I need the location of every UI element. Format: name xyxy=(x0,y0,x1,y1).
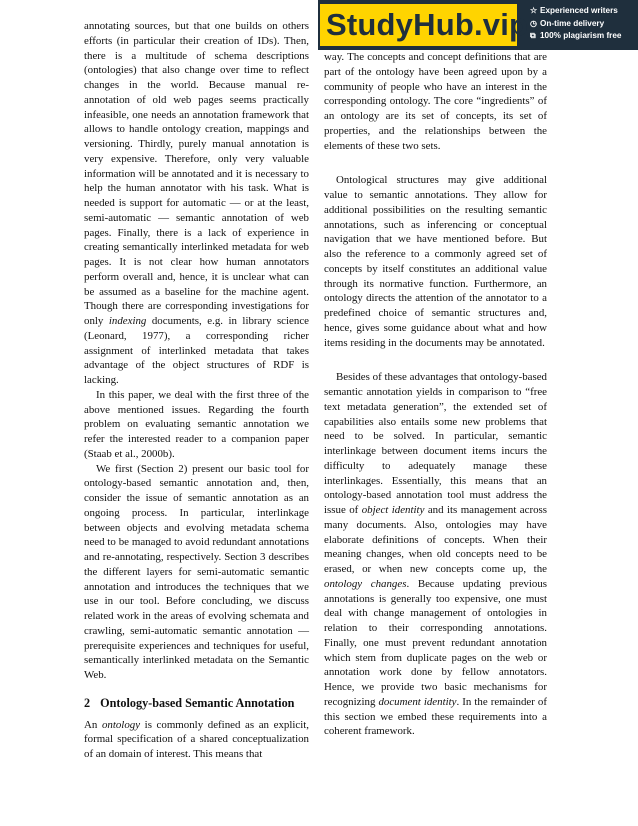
right-column xyxy=(324,50,547,739)
paragraph: way. The concepts and concept definitions that are part of the ontology have been agreed upon by a community of people who have an interest in the corresponding ontology. The core “ingredients” of an ontology are its set of concepts, its set of properties, and the relationships between the elements of these two sets. xyxy=(324,51,547,152)
section-heading xyxy=(84,696,309,711)
feature-list xyxy=(530,5,621,43)
emphasis: ontology xyxy=(101,718,141,731)
copy-icon: ⧉ xyxy=(530,31,536,41)
section-title: Ontology-based Semantic Annotation xyxy=(100,695,295,710)
logo-text: StudyHub.vip xyxy=(326,7,529,42)
section-number: 2 xyxy=(84,695,91,710)
emphasis: object identity xyxy=(361,504,425,516)
feature-item: ◷ On-time delivery xyxy=(530,18,621,31)
star-outline-icon: ☆ xyxy=(530,6,538,15)
emphasis: ontology changes xyxy=(324,577,407,590)
studyhub-banner[interactable] xyxy=(318,0,638,50)
studyhub-logo[interactable] xyxy=(320,4,529,46)
paragraph: An ontology is commonly defined as an explicit, formal specification of a shared conceptualization of an domain of interest. This means that xyxy=(84,718,309,760)
clock-icon: ◷ xyxy=(530,18,538,28)
paragraph: annotating sources, but that one builds on others efforts (in particular their creation of IDs). Then, there is a multitude of schema descriptions (ontologies) that also change over time to reflect changes in the world. Because manual re-annotation of old web pages seems practically infeasible, one needs an annotation framework that allows to handle ontology creation, mappings and versioning. Thirdly, purely manual annotation is very expensive. Therefore, only very valuable information will be annotated and it is necessary to help the human annotator with his task. What is needed is support for automatic — or at the least, semi-automatic — semantic annotation of web pages. Finally, there is a lack of experience in creating semantically interlinked metadata for web pages. It is not clear how human annotators perform overall and, hence, it is unclear what can be assumed as a baseline for the machine agent. Though there are corresponding investigations for only indexing documents, e.g. in library science (Leonard, 1977), a corresponding richer assignment of interlinked metadata that takes advantage of the object structures of RDF is lacking. xyxy=(84,20,309,386)
feature-item: ⧉ 100% plagiarism free xyxy=(530,30,621,43)
paragraph: In this paper, we deal with the first three of the above mentioned issues. Regarding the fourth problem on evaluating semantic annotation we refer the interested reader to a companion paper (Staab et al., 2000b). xyxy=(84,388,309,460)
emphasis: document identity xyxy=(378,695,457,708)
paragraph: We first (Section 2) present our basic tool for ontology-based semantic annotation and, then, consider the issue of semantic annotation as an ongoing process. In particular, interlinkage between objects and evolving metadata schema need to be managed to avoid redundant annotations and re-annotating, respectively. Section 3 describes the different layers for semi-automatic semantic annotation and introduces the techniques that we use in our tool. Before concluding, we discuss related work in the areas of evolving schemata and crawling, semi-automatic semantic annotation — prerequisite experiences and techniques for useful, semantically interlinked metadata on the Semantic Web. xyxy=(84,462,309,681)
emphasis: indexing xyxy=(108,315,147,327)
paragraph: Ontological structures may give additional value to semantic annotations. They allow for additional possibilities on the resulting semantic annotations, such as inferencing or conceptual navigation that we have mentioned before. But also the reference to a commonly agreed set of concepts by itself constitutes an additional value through its normative function. Furthermore, an ontology directs the attention of the annotator to a predefined choice of semantic structures and, hence, gives some guidance about what and how items residing in the documents may be annotated. xyxy=(324,174,547,349)
feature-item: ☆ Experienced writers xyxy=(530,5,621,18)
paragraph: Besides of these advantages that ontology-based semantic annotation yields in comparison to “free text metadata generation”, the extended set of capabilities also entails some new problems that need to be solved. In particular, semantic interlinkage between document items incurs the difficulty to adequately manage these interlinkages. Essentially, this means that an ontology-based annotation tool must address the issue of object identity and its management across many documents. Also, ontologies may have elaborate definitions of concepts. When their meaning changes, when old concepts need to be erased, or when new concepts come up, the ontology changes. Because updating previous annotations is generally too expensive, one must deal with change management of ontologies in relation to their corresponding annotations. Finally, one must prevent redundant annotation which stem from duplicate pages on the web or annotation work done by fellow annotators. Hence, we provide two basic mechanisms for recognizing document identity. In the remainder of this section we embed these requirements into a coherent framework. xyxy=(324,371,547,738)
left-column xyxy=(84,19,309,762)
